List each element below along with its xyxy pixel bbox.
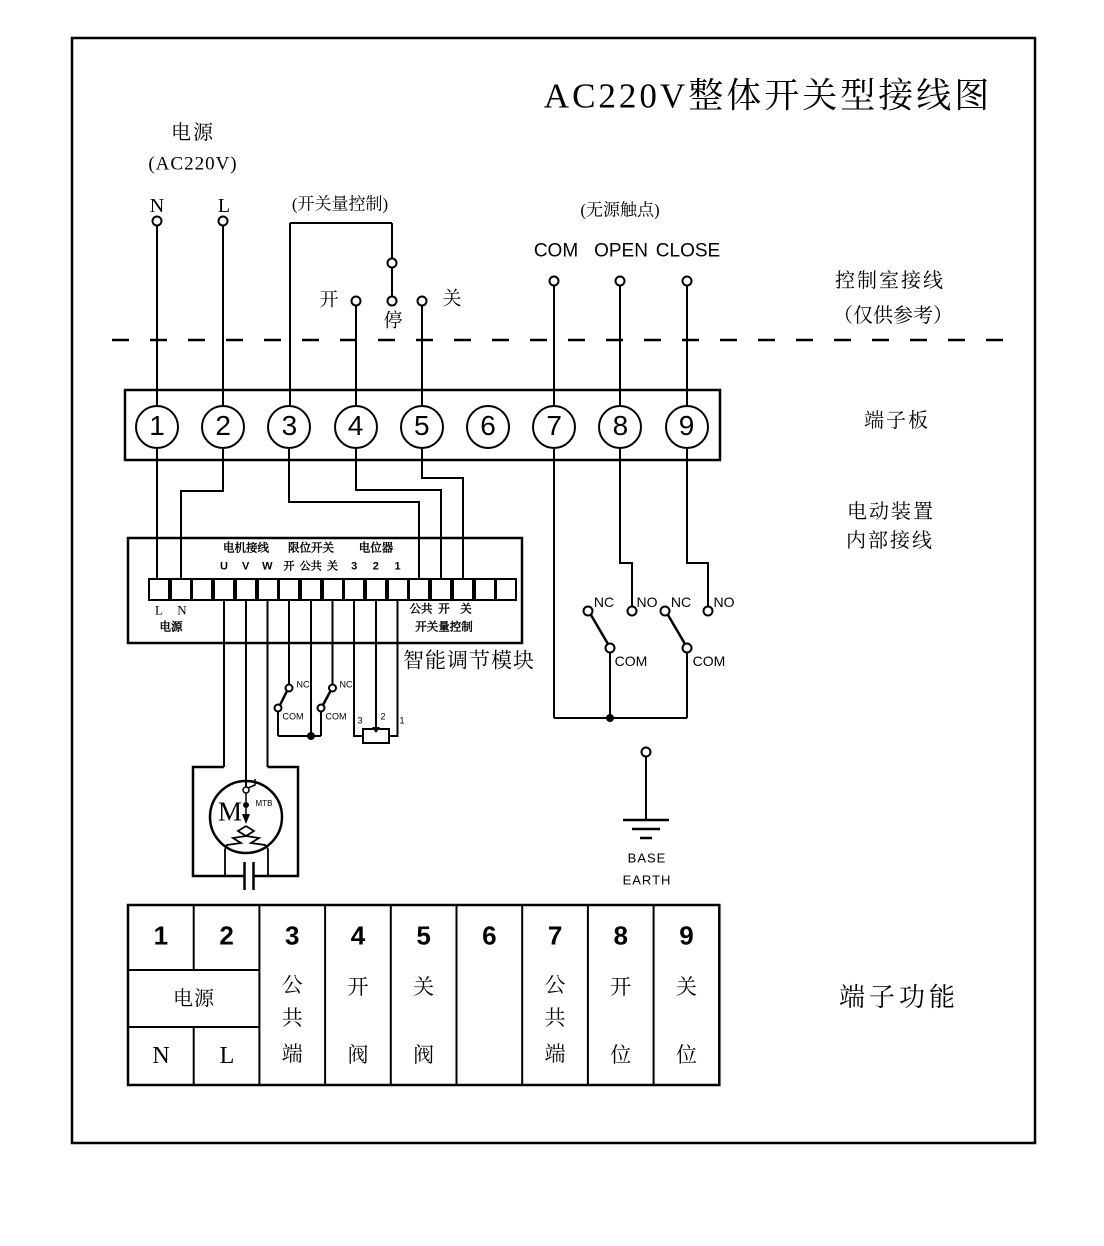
feedback-sw2-nc-label: NC	[670, 594, 692, 610]
module-name-label: 智能调节模块	[403, 648, 535, 673]
module-pin-label: 1	[394, 560, 401, 573]
module-ctrl-label: 开关量控制	[415, 621, 473, 634]
open-button-label: 开	[319, 289, 339, 311]
table-col-char: 阀	[413, 1043, 435, 1067]
table-col-number: 2	[219, 920, 234, 951]
module-terminal-square	[430, 578, 452, 601]
control-room-label-2: （仅供参考）	[833, 305, 953, 327]
table-l-label: L	[219, 1043, 235, 1069]
feedback-sw2-com-label: COM	[692, 653, 726, 669]
module-down-wires	[224, 601, 398, 787]
stop-button-label: 停	[383, 310, 403, 332]
table-col-char: 共	[544, 1006, 566, 1030]
terminal-board-label: 端子板	[864, 410, 930, 432]
module-pin-l: L	[155, 602, 163, 618]
board-terminal-5: 5	[400, 405, 444, 449]
board-terminal-9: 9	[665, 405, 709, 449]
table-col-char: 关	[413, 975, 435, 999]
module-terminal-square	[495, 578, 517, 601]
table-col-char: 开	[610, 975, 632, 999]
actuator-label-1: 电动装置	[847, 501, 935, 523]
module-pin-label: W	[262, 560, 273, 573]
module-terminal-square	[474, 578, 496, 601]
module-pin-label: 公共	[299, 560, 322, 573]
earth-label-line1: BASE	[627, 850, 667, 866]
feedback-sw1-no-label: NO	[636, 594, 658, 610]
limit-switch2-com-label: COM	[325, 711, 347, 722]
module-terminal-square	[170, 578, 192, 601]
close-button-label: 关	[442, 288, 462, 310]
feedback-sw1-com-label: COM	[614, 653, 648, 669]
board-terminal-8: 8	[598, 405, 642, 449]
limit-switch1-com-label: COM	[282, 711, 304, 722]
table-col-char: 共	[281, 1006, 303, 1030]
module-terminal-square	[387, 578, 409, 601]
pot-terminal-2-label: 2	[380, 711, 386, 722]
earth-label-line2: EARTH	[622, 872, 672, 888]
module-group-limit: 限位开关	[288, 542, 334, 555]
table-col-char: 阀	[347, 1043, 369, 1067]
table-col-char: 位	[675, 1043, 697, 1067]
board-terminal-3: 3	[267, 405, 311, 449]
table-col-number: 6	[482, 920, 497, 951]
board-terminal-1: 1	[135, 405, 179, 449]
module-terminal-square	[408, 578, 430, 601]
earth-symbol	[623, 748, 669, 839]
module-group-pot: 电位器	[358, 542, 394, 555]
table-col-number: 3	[285, 920, 300, 951]
motor-label: M	[217, 796, 243, 827]
page-title: AC220V整体开关型接线图	[543, 76, 993, 116]
module-terminal-square	[343, 578, 365, 601]
module-group-motor: 电机接线	[223, 542, 269, 555]
control-room-label-1: 控制室接线	[835, 270, 945, 292]
table-col-char: 端	[544, 1042, 566, 1066]
com-wire-label: COM	[533, 240, 579, 262]
table-n-label: N	[152, 1043, 170, 1069]
power-supply-label: 电源	[171, 122, 215, 144]
module-terminal-square	[191, 578, 213, 601]
table-col-number: 7	[547, 920, 563, 951]
module-ctrl-close: 关	[460, 603, 472, 616]
module-pin-n: N	[177, 602, 187, 618]
table-power-label: 电源	[173, 988, 215, 1010]
module-terminal-square	[365, 578, 387, 601]
pot-terminal-3-label: 3	[357, 715, 363, 726]
limit-switch2-nc-label: NC	[339, 679, 353, 690]
module-terminal-square	[300, 578, 322, 601]
board-terminal-7: 7	[532, 405, 576, 449]
terminal-function-label: 端子功能	[838, 983, 960, 1012]
open-wire-label: OPEN	[594, 240, 648, 262]
module-terminal-square	[322, 578, 344, 601]
neutral-terminal-label: N	[149, 195, 165, 217]
table-col-number: 8	[613, 920, 628, 951]
module-pin-label: 2	[372, 560, 379, 573]
module-terminal-square	[213, 578, 235, 601]
module-pin-label: V	[241, 560, 250, 573]
close-wire-label: CLOSE	[655, 240, 721, 262]
module-power-label: 电源	[159, 621, 183, 634]
feedback-sw2-no-label: NO	[713, 594, 735, 610]
board-terminal-6: 6	[466, 405, 510, 449]
board-terminal-2: 2	[201, 405, 245, 449]
motor-protector-label: MTB	[255, 799, 273, 808]
board-terminal-4: 4	[334, 405, 378, 449]
table-col-number: 1	[153, 920, 169, 951]
power-voltage-label: (AC220V)	[148, 153, 238, 175]
module-terminal-square	[452, 578, 474, 601]
actuator-label-2: 内部接线	[846, 530, 934, 552]
module-terminal-square	[257, 578, 279, 601]
table-col-number: 4	[350, 920, 366, 951]
table-col-number: 9	[679, 920, 694, 951]
table-col-char: 位	[610, 1043, 632, 1067]
potentiometer	[363, 727, 389, 743]
table-col-char: 开	[347, 975, 369, 999]
module-terminal-square	[148, 578, 170, 601]
table-col-char: 端	[281, 1042, 303, 1066]
module-terminal-square	[235, 578, 257, 601]
switch-control-label: (开关量控制)	[291, 194, 389, 214]
module-ctrl-common: 公共	[409, 603, 433, 616]
module-pin-label: 3	[351, 560, 358, 573]
table-col-char: 公	[544, 973, 566, 997]
module-pin-label: U	[219, 560, 228, 573]
module-pin-label: 关	[326, 560, 338, 573]
module-pin-label: 开	[283, 560, 295, 573]
live-terminal-label: L	[217, 195, 231, 217]
module-terminal-square	[278, 578, 300, 601]
limit-switch1-nc-label: NC	[296, 679, 310, 690]
module-ctrl-open: 开	[438, 603, 450, 616]
feedback-sw1-nc-label: NC	[593, 594, 615, 610]
table-col-char: 公	[281, 973, 303, 997]
table-col-char: 关	[675, 975, 697, 999]
dry-contact-label: (无源触点)	[580, 200, 660, 220]
table-col-number: 5	[416, 920, 431, 951]
pot-terminal-1-label: 1	[399, 715, 405, 726]
